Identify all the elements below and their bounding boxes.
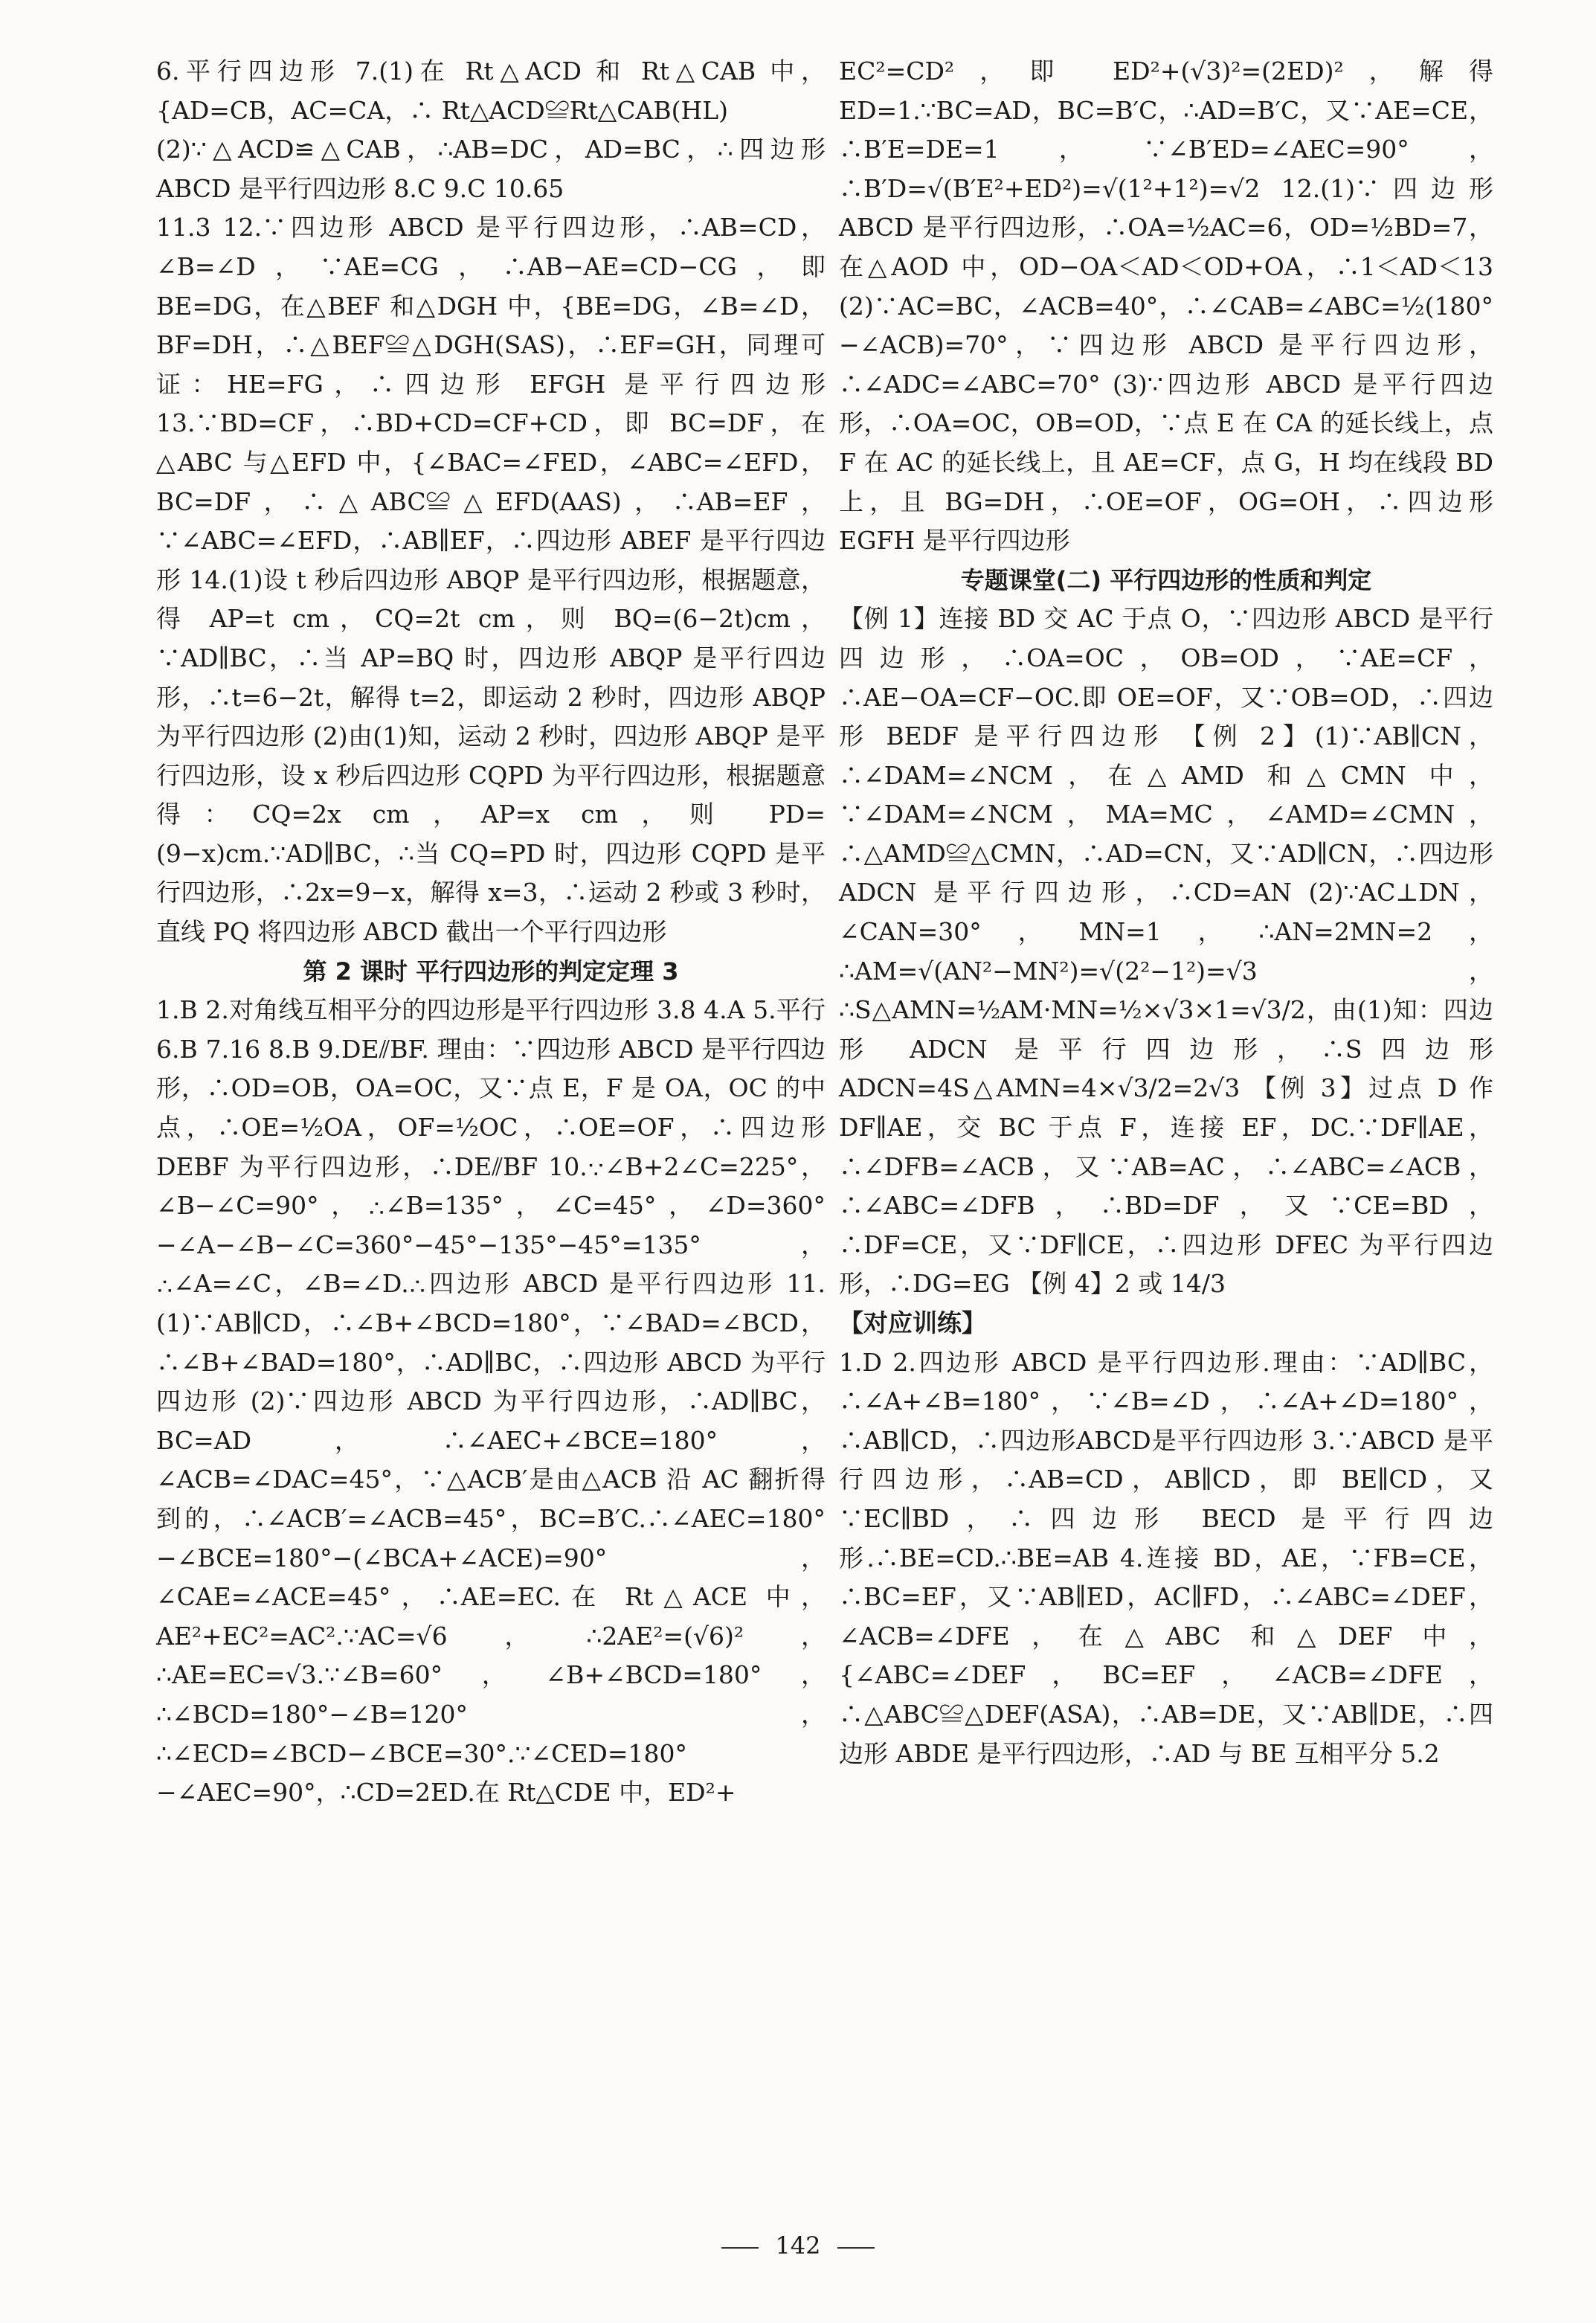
right-paragraph-2: 【例 1】连接 BD 交 AC 于点 O，∵四边形 ABCD 是平行四边形，∴OA=OC，OB=OD，∵AE=CF，∴AE−OA=CF−OC.即 OE=OF，又∵OB=OD，∴四边形 BEDF 是平行四边形 【例 2】(1)∵AB∥CN，∴∠DAM=∠NCM，在△AMD 和△CMN 中，∵∠DAM=∠NCM，MA=MC，∠AMD=∠CMN，∴△AMD≌△CMN，∴AD=CN，又∵AD∥CN，∴四边形 ADCN 是平行四边形，∴CD=AN (2)∵AC⊥DN，∠CAN=30°，MN=1，∴AN=2MN=2，∴AM=√(AN²−MN²)=√(2²−1²)=√3，∴S△AMN=½AM·MN=½×√3×1=√3/2，由(1)知：四边形 ADCN 是平行四边形，∴S四边形ADCN=4S△AMN=4×√3/2=2√3 【例 3】过点 D 作 DF∥AE，交 BC 于点 F，连接 EF，DC.∵DF∥AE，∴∠DFB=∠ACB，又∵AB=AC，∴∠ABC=∠ACB，∴∠ABC=∠DFB，∴BD=DF，又∵CE=BD，∴DF=CE，又∵DF∥CE，∴四边形 DFEC 为平行四边形，∴DG=EG 【例 4】2 或 14/3 xyxy=(839,604,1494,1299)
left-paragraph-2: (2)∵△ACD≌△CAB，∴AB=DC，AD=BC，∴四边形 ABCD 是平行四边形 8.C 9.C 10.65 xyxy=(156,135,826,203)
footer-dash-left xyxy=(721,2247,759,2249)
right-column xyxy=(839,52,1493,1773)
practice-heading: 【对应训练】 xyxy=(839,1308,986,1337)
left-paragraph-4: 1.B 2.对角线互相平分的四边形是平行四边形 3.8 4.A 5.平行 6.B 7.16 8.B 9.DE⫽BF. 理由：∵四边形 ABCD 是平行四边形，∴OD=OB，OA=OC，又∵点 E，F 是 OA，OC 的中点，∴OE=½OA，OF=½OC，∴OE=OF，∴四边形 DEBF 为平行四边形，∴DE⫽BF 10.∵∠B+2∠C=225°，∠B−∠C=90°，∴∠B=135°，∠C=45°，∠D=360°−∠A−∠B−∠C=360°−45°−135°−45°=135°，∴∠A=∠C，∠B=∠D.∴四边形 ABCD 是平行四边形 11.(1)∵AB∥CD，∴∠B+∠BCD=180°，∵∠BAD=∠BCD，∴∠B+∠BAD=180°，∴AD∥BC，∴四边形 ABCD 为平行四边形 (2)∵四边形 ABCD 为平行四边形，∴AD∥BC，BC=AD，∴∠AEC+∠BCE=180°，∠ACB=∠DAC=45°，∵△ACB′是由△ACB 沿 AC 翻折得到的，∴∠ACB′=∠ACB=45°，BC=B′C.∴∠AEC=180°−∠BCE=180°−(∠BCA+∠ACE)=90°，∠CAE=∠ACE=45°，∴AE=EC.在 Rt△ACE 中，AE²+EC²=AC².∵AC=√6，∴2AE²=(√6)²，∴AE=EC=√3.∵∠B=60°，∠B+∠BCD=180°，∴∠BCD=180°−∠B=120°，∴∠ECD=∠BCD−∠BCE=30°.∵∠CED=180°−∠AEC=90°，∴CD=2ED.在 Rt△CDE 中，ED²+ xyxy=(156,995,826,1808)
footer-dash-right xyxy=(837,2247,875,2249)
left-column xyxy=(156,52,826,1813)
right-section-heading: 专题课堂(二) 平行四边形的性质和判定 xyxy=(960,565,1372,594)
left-section-heading: 第 2 课时 平行四边形的判定定理 3 xyxy=(303,957,679,986)
right-paragraph-1: EC²=CD²，即 ED²+(√3)²=(2ED)²，解得 ED=1.∵BC=AD，BC=B′C，∴AD=B′C，又∵AE=CE，∴B′E=DE=1，∵∠B′ED=∠AEC=90°，∴B′D=√(B′E²+ED²)=√(1²+1²)=√2 12.(1)∵四边形 ABCD 是平行四边形，∴OA=½AC=6，OD=½BD=7，在△AOD 中，OD−OA＜AD＜OD+OA，∴1＜AD＜13 (2)∵AC=BC，∠ACB=40°，∴∠CAB=∠ABC=½(180°−∠ACB)=70°，∵四边形 ABCD 是平行四边形，∴∠ADC=∠ABC=70° (3)∵四边形 ABCD 是平行四边形，∴OA=OC，OB=OD，∵点 E 在 CA 的延长线上，点 F 在 AC 的延长线上，且 AE=CF，点 G，H 均在线段 BD 上，且 BG=DH，∴OE=OF，OG=OH，∴四边形 EGFH 是平行四边形 xyxy=(839,57,1493,556)
left-paragraph-1: 6.平行四边形 7.(1)在 Rt△ACD 和 Rt△CAB 中，{AD=CB，AC=CA，∴ Rt△ACD≌Rt△CAB(HL) xyxy=(156,57,826,125)
page-number: 142 xyxy=(775,2232,821,2260)
right-paragraph-3: 1.D 2.四边形 ABCD 是平行四边形.理由：∵AD∥BC，∴∠A+∠B=180°，∵∠B=∠D，∴∠A+∠D=180°，∴AB∥CD，∴四边形ABCD是平行四边形 3.∵ABCD 是平行四边形，∴AB=CD，AB∥CD，即 BE∥CD，又∵EC∥BD，∴四边形 BECD 是平行四边形.∴BE=CD.∴BE=AB 4.连接 BD，AE，∵FB=CE，∴BC=EF，又∵AB∥ED，AC∥FD，∴∠ABC=∠DEF，∠ACB=∠DFE，在△ABC 和△DEF 中，{∠ABC=∠DEF，BC=EF，∠ACB=∠DFE，∴△ABC≌△DEF(ASA)，∴AB=DE，又∵AB∥DE，∴四边形 ABDE 是平行四边形，∴AD 与 BE 互相平分 5.2 xyxy=(839,1347,1493,1768)
page-footer xyxy=(0,2232,1596,2260)
left-paragraph-3: 11.3 12.∵四边形 ABCD 是平行四边形，∴AB=CD，∠B=∠D，∵AE=CG，∴AB−AE=CD−CG，即 BE=DG，在△BEF 和△DGH 中，{BE=DG，∠B=∠D，BF=DH，∴△BEF≌△DGH(SAS)，∴EF=GH，同理可证：HE=FG，∴四边形 EFGH 是平行四边形 13.∵BD=CF，∴BD+CD=CF+CD，即 BC=DF，在△ABC 与△EFD 中，{∠BAC=∠FED，∠ABC=∠EFD，BC=DF，∴△ABC≌△EFD(AAS)，∴AB=EF，∵∠ABC=∠EFD，∴AB∥EF，∴四边形 ABEF 是平行四边形 14.(1)设 t 秒后四边形 ABQP 是平行四边形，根据题意，得 AP=t cm，CQ=2t cm，则 BQ=(6−2t)cm，∵AD∥BC，∴当 AP=BQ 时，四边形 ABQP 是平行四边形，∴t=6−2t，解得 t=2，即运动 2 秒时，四边形 ABQP 为平行四边形 (2)由(1)知，运动 2 秒时，四边形 ABQP 是平行四边形，设 x 秒后四边形 CQPD 为平行四边形，根据题意得：CQ=2x cm，AP=x cm，则 PD=(9−x)cm.∵AD∥BC，∴当 CQ=PD 时，四边形 CQPD 是平行四边形，∴2x=9−x，解得 x=3，∴运动 2 秒或 3 秒时，直线 PQ 将四边形 ABCD 截出一个平行四边形 xyxy=(156,213,826,947)
